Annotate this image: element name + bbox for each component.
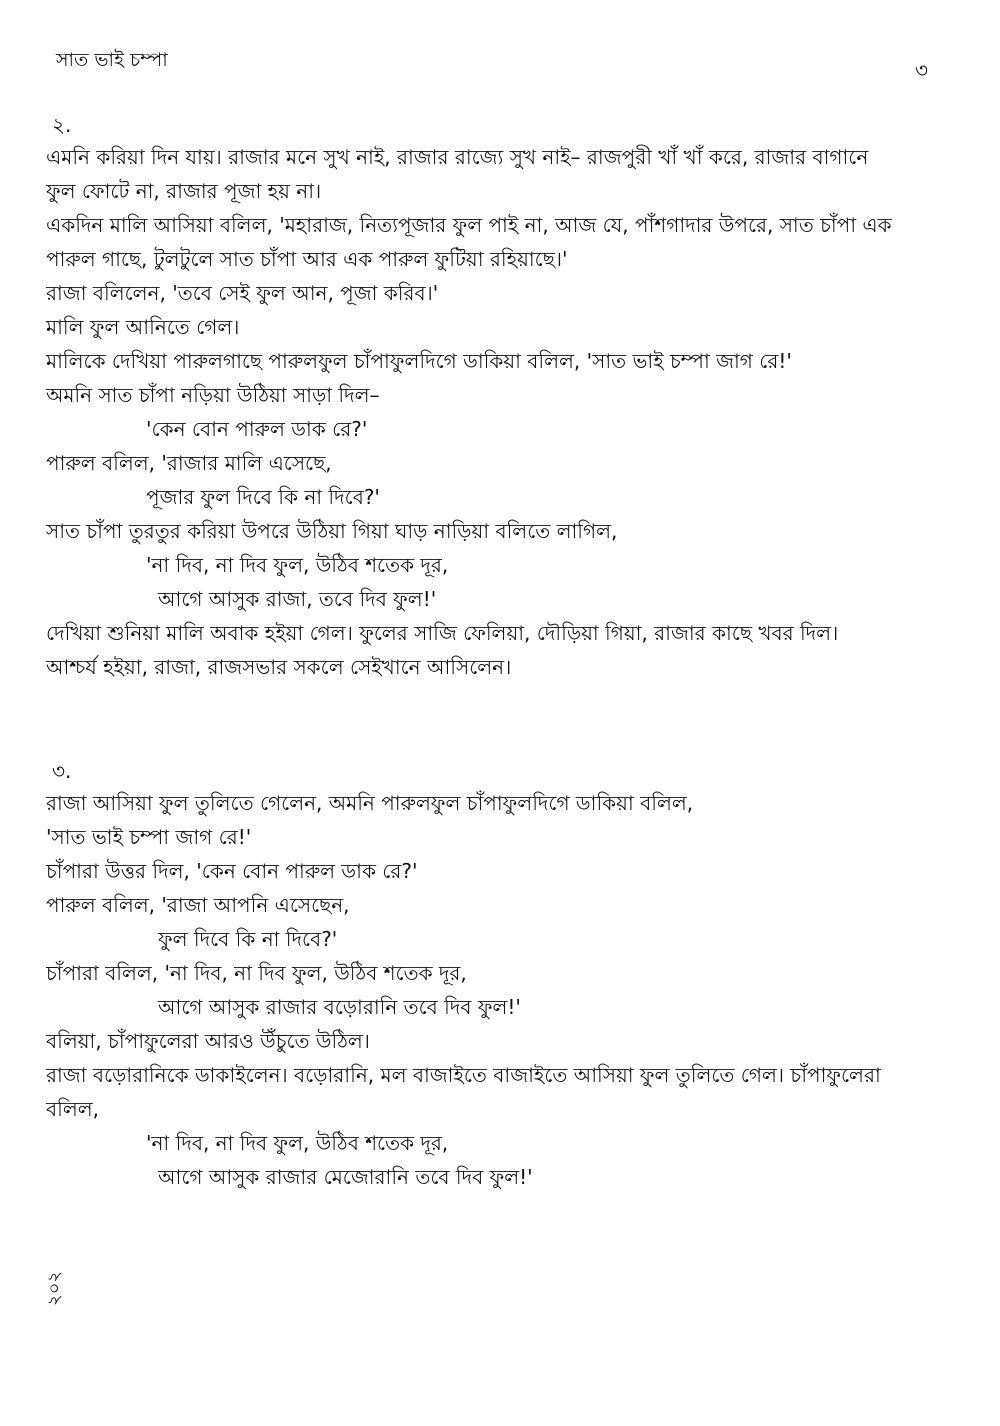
paragraph-line: বলিয়া, চাঁপাফুলেরা আরও উঁচুতে উঠিল।	[46, 1029, 370, 1053]
paragraph-line: চাঁপারা বলিল, 'না দিব, না দিব ফুল, উঠিব শতেক দূর,	[46, 961, 467, 985]
paragraph-line: পারুল বলিল, 'রাজার মালি এসেছে,	[46, 451, 332, 475]
verse-line: আগে আসুক রাজার মেজোরানি তবে দিব ফুল!'	[158, 1165, 533, 1189]
paragraph-line: মালি ফুল আনিতে গেল।	[46, 315, 240, 339]
running-header-title: সাত ভাই চম্পা	[56, 49, 168, 71]
paragraph-line: পারুল গাছে, টুলটুলে সাত চাঁপা আর এক পারুল ফুটিয়া রহিয়াছে।'	[46, 247, 568, 271]
paragraph-line: ফুল ফোটে না, রাজার পূজা হয় না।	[46, 179, 322, 203]
paragraph-line: একদিন মালি আসিয়া বলিল, 'মহারাজ, নিত্যপূজার ফুল পাই না, আজ যে, পাঁশগাদার উপরে, সাত চাঁপা এক	[46, 213, 892, 237]
verse-line: আগে আসুক রাজার বড়োরানি তবে দিব ফুল!'	[158, 995, 521, 1019]
paragraph-line: সাত চাঁপা তুরতুর করিয়া উপরে উঠিয়া গিয়া ঘাড় নাড়িয়া বলিতে লাগিল,	[46, 519, 618, 543]
margin-annotation: ২০২	[44, 1270, 65, 1306]
paragraph-line: 'সাত ভাই চম্পা জাগ রে!'	[46, 825, 252, 849]
section-number: ৩.	[52, 759, 72, 783]
verse-line: 'না দিব, না দিব ফুল, উঠিব শতেক দূর,	[146, 1131, 449, 1155]
section-3	[46, 756, 976, 1194]
paragraph-line: রাজা বলিলেন, 'তবে সেই ফুল আন, পূজা করিব।'	[46, 281, 439, 305]
paragraph-line: এমনি করিয়া দিন যায়। রাজার মনে সুখ নাই, রাজার রাজ্যে সুখ নাই– রাজপুরী খাঁ খাঁ করে, রাজার বাগানে	[46, 145, 869, 169]
verse-line: 'না দিব, না দিব ফুল, উঠিব শতেক দূর,	[146, 553, 449, 577]
paragraph-line: দেখিয়া শুনিয়া মালি অবাক হইয়া গেল। ফুলের সাজি ফেলিয়া, দৌড়িয়া গিয়া, রাজার কাছে খবর দিল।	[46, 621, 839, 645]
paragraph-line: বলিল,	[46, 1097, 100, 1121]
paragraph-line: মালিকে দেখিয়া পারুলগাছে পারুলফুল চাঁপাফুলদিগে ডাকিয়া বলিল, 'সাত ভাই চম্পা জাগ রে!'	[46, 349, 792, 373]
section-2	[46, 110, 976, 684]
section-number: ২.	[52, 113, 72, 137]
paragraph-line: আশ্চর্য হইয়া, রাজা, রাজসভার সকলে সেইখানে আসিলেন।	[46, 655, 512, 679]
paragraph-line: রাজা বড়োরানিকে ডাকাইলেন। বড়োরানি, মল বাজাইতে বাজাইতে আসিয়া ফুল তুলিতে গেল। চাঁপাফুলেরা	[46, 1063, 881, 1087]
verse-line: 'কেন বোন পারুল ডাক রে?'	[146, 417, 368, 441]
verse-line: পূজার ফুল দিবে কি না দিবে?'	[146, 485, 380, 509]
paragraph-line: চাঁপারা উত্তর দিল, 'কেন বোন পারুল ডাক রে?'	[46, 859, 418, 883]
page-number: ৩	[915, 58, 929, 82]
verse-line: আগে আসুক রাজা, তবে দিব ফুল!'	[158, 587, 437, 611]
paragraph-line: রাজা আসিয়া ফুল তুলিতে গেলেন, অমনি পারুলফুল চাঁপাফুলদিগে ডাকিয়া বলিল,	[46, 791, 694, 815]
paragraph-line: অমনি সাত চাঁপা নড়িয়া উঠিয়া সাড়া দিল–	[46, 383, 380, 407]
paragraph-line: পারুল বলিল, 'রাজা আপনি এসেছেন,	[46, 893, 350, 917]
verse-line: ফুল দিবে কি না দিবে?'	[158, 927, 338, 951]
